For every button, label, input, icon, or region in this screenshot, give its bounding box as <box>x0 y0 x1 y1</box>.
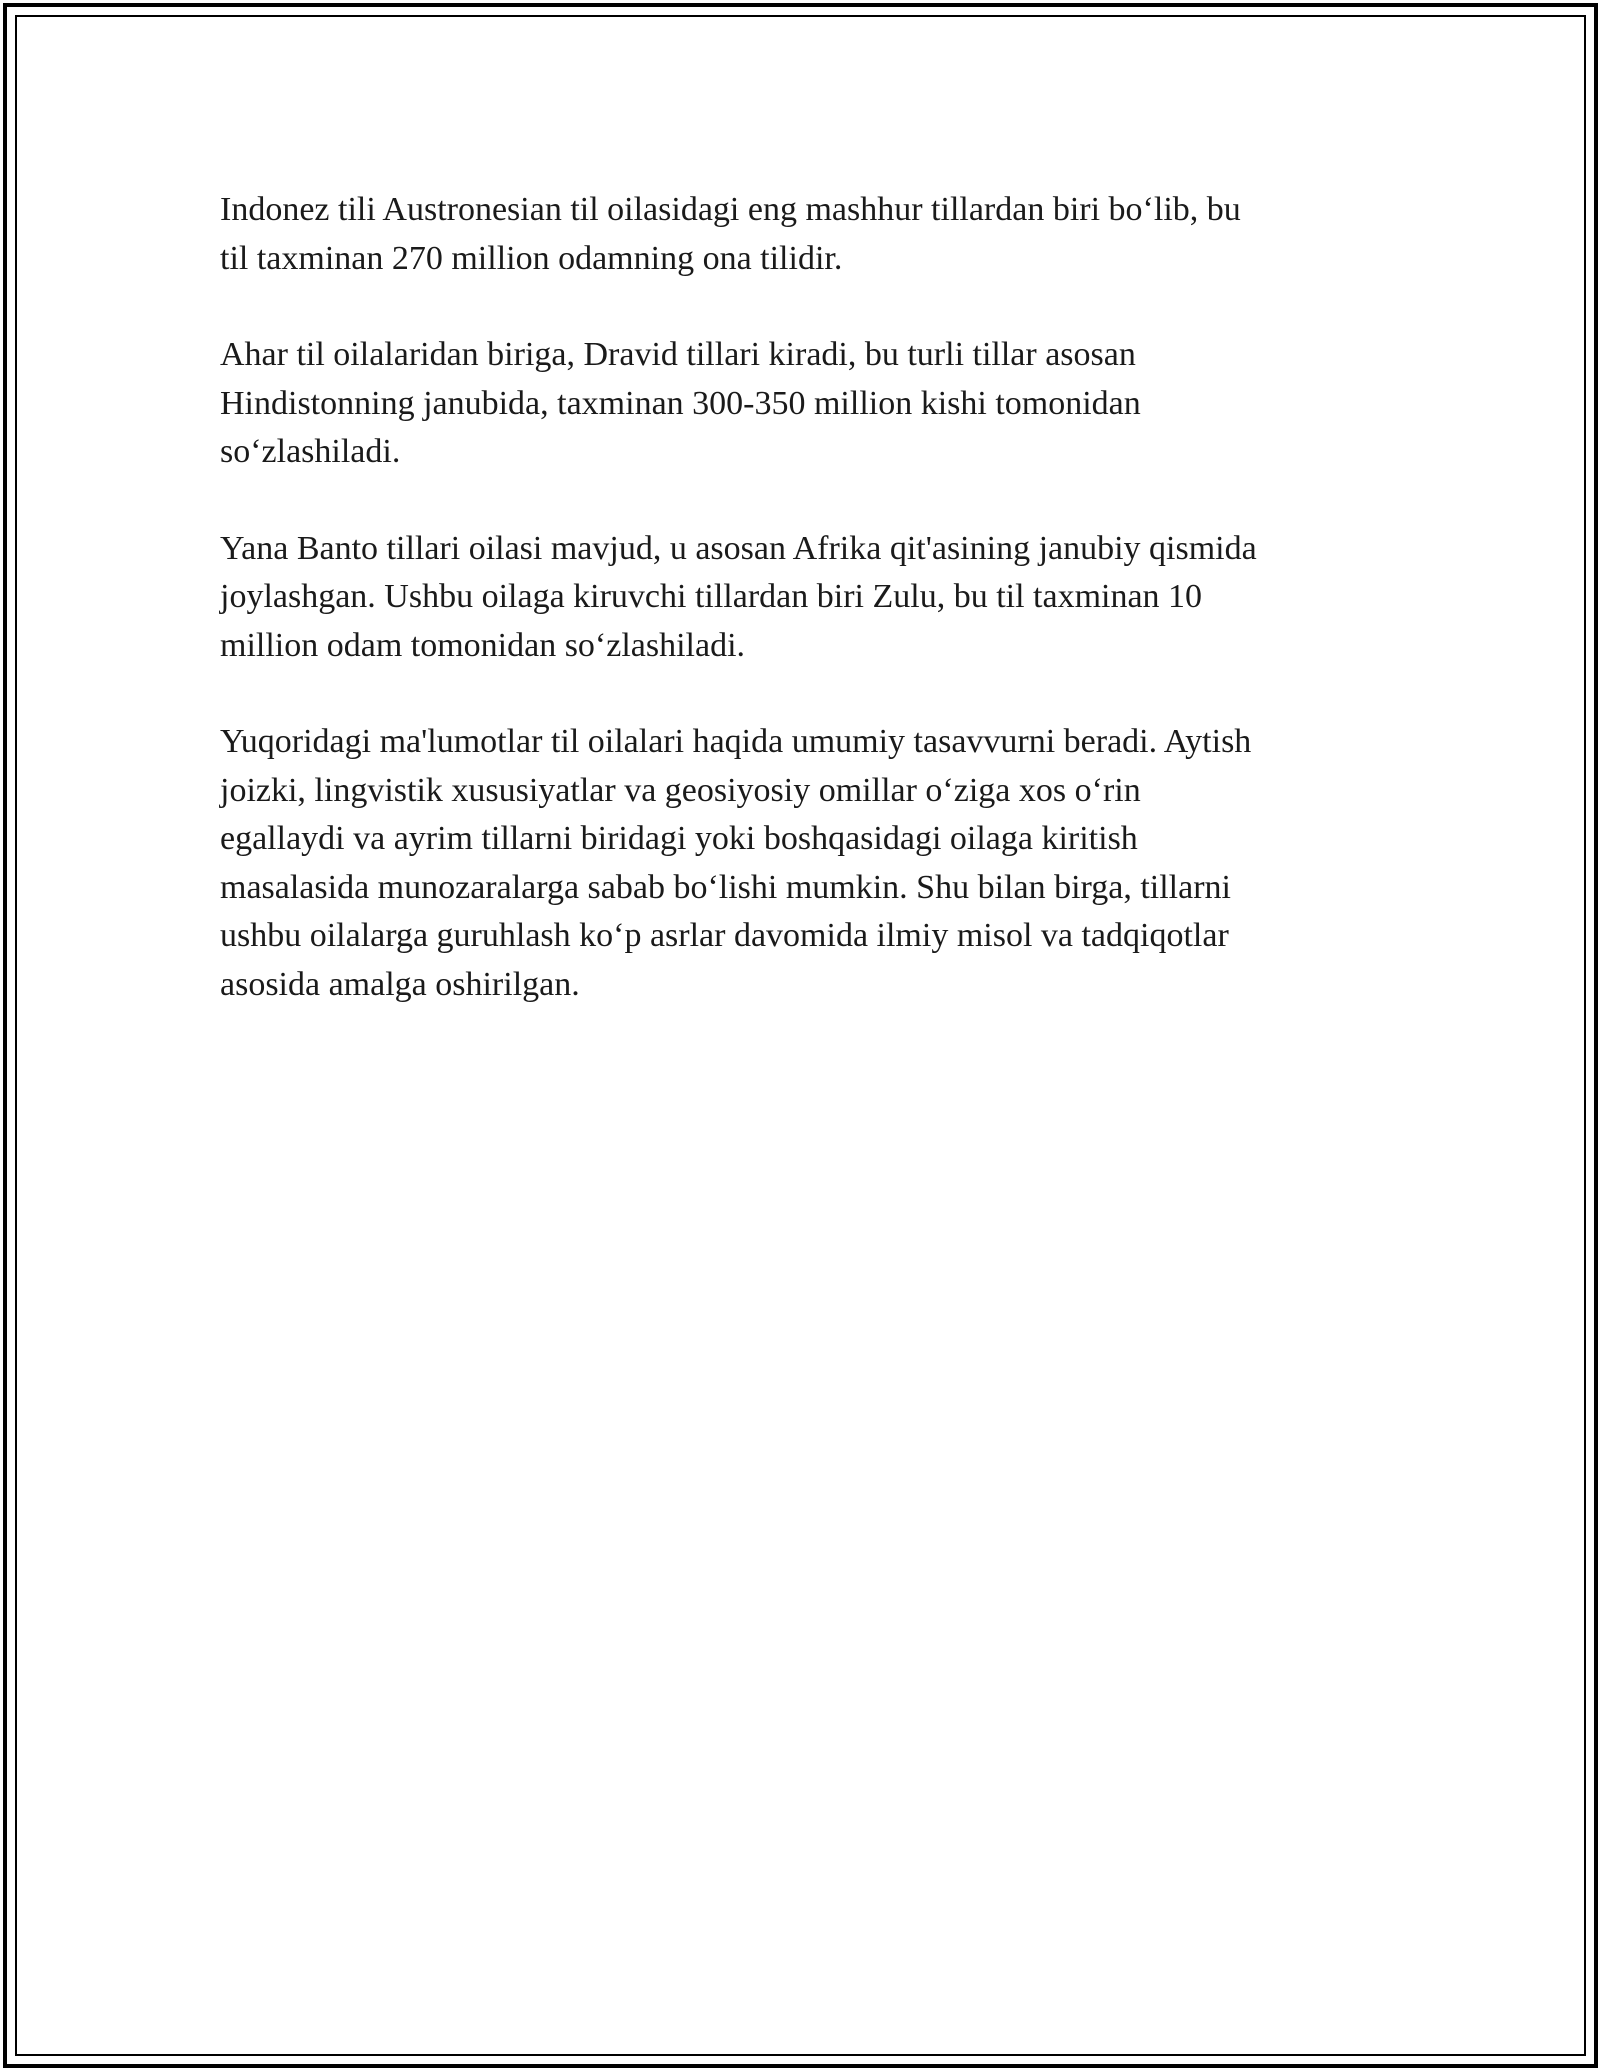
paragraph-bantu: Yana Banto tillari oilasi mavjud, u asosan Afrika qit'asining janubiy qismida joylashgan. Ushbu oilaga kiruvchi tillardan biri Zulu, bu til taxminan 10 million odam tomonidan so‘zlashiladi. <box>220 529 1257 664</box>
paragraph-summary: Yuqoridagi ma'lumotlar til oilalari haqida umumiy tasavvurni beradi. Aytish joizki, lingvistik xususiyatlar va geosiyosiy omillar o‘ziga xos o‘rin egallaydi va ayrim tillarni biridagi yoki boshqasidagi oilaga kiritish masalasida munozaralarga sabab bo‘lishi mumkin. Shu bilan birga, tillarni ushbu oilalarga guruhlash ko‘p asrlar davomida ilmiy misol va tadqiqotlar asosida amalga oshirilgan. <box>220 723 1252 1003</box>
paragraph-austronesian: Indonez tili Austronesian til oilasidagi eng mashhur tillardan biri bo‘lib, bu til taxminan 270 million odamning ona tilidir. <box>220 191 1241 277</box>
document-body <box>220 186 1370 1057</box>
paragraph-dravidian: Ahar til oilalaridan biriga, Dravid tillari kiradi, bu turli tillar asosan Hindistonning janubida, taxminan 300-350 million kishi tomonidan so‘zlashiladi. <box>220 336 1141 470</box>
